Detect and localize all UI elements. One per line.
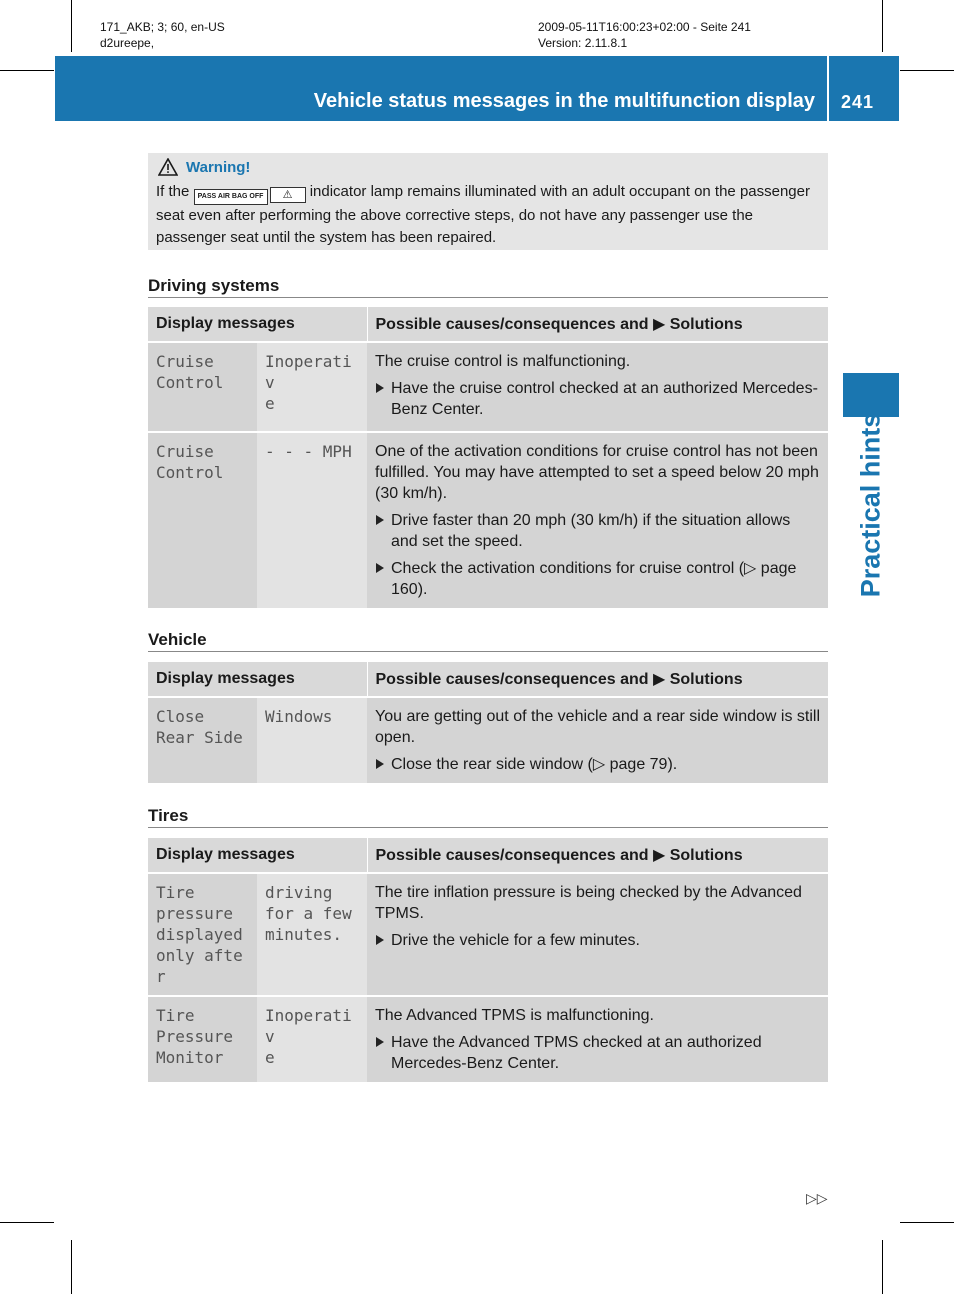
chapter-label: Practical hints xyxy=(855,412,886,598)
step-text: Have the Advanced TPMS checked at an authorized Mercedes-Benz Center. xyxy=(391,1034,762,1072)
solution-step xyxy=(375,378,820,420)
section-rule xyxy=(148,827,828,828)
solution-cell xyxy=(367,342,828,432)
crop-mark xyxy=(882,0,883,52)
print-meta-left xyxy=(100,19,225,51)
display-message-part2: - - - MPH xyxy=(257,432,367,608)
display-message-part2: driving for a few minutes. xyxy=(257,873,367,996)
table-row xyxy=(148,697,828,783)
message-table xyxy=(148,662,828,783)
display-message-part2: Inoperativ e xyxy=(257,996,367,1082)
step-text: Drive the vehicle for a few minutes. xyxy=(391,932,640,949)
table-row xyxy=(148,432,828,608)
header-display-messages: Display messages xyxy=(148,838,367,873)
crop-mark xyxy=(71,0,72,52)
table-row xyxy=(148,342,828,432)
chapter-tab xyxy=(843,373,899,417)
message-table xyxy=(148,307,828,608)
page-number: 241 xyxy=(841,92,875,112)
cause-text: You are getting out of the vehicle and a rear side window is still open. xyxy=(375,708,821,746)
solution-cell xyxy=(367,873,828,996)
crop-mark xyxy=(900,1222,954,1223)
table-header-row xyxy=(148,307,828,342)
crop-mark xyxy=(882,1240,883,1294)
warning-box xyxy=(148,153,828,250)
header-display-messages: Display messages xyxy=(148,662,367,697)
warning-text-after: indicator lamp remains illuminated with an adult occupant on the passenger seat even after performing the above corrective steps, do not have any passenger use the passenger seat until the system has been repaired. xyxy=(156,183,810,246)
warning-text-before: If the xyxy=(156,183,190,200)
table-row xyxy=(148,996,828,1082)
crop-mark xyxy=(0,70,54,71)
display-message-part1: Close Rear Side xyxy=(148,697,257,783)
section-title: Vehicle xyxy=(148,630,207,649)
display-message-part2: Inoperativ e xyxy=(257,342,367,432)
print-meta-right xyxy=(538,19,751,51)
header-display-messages: Display messages xyxy=(148,307,367,342)
crop-mark xyxy=(900,70,954,71)
display-message-part1: Tire Pressure Monitor xyxy=(148,996,257,1082)
solution-step xyxy=(375,558,820,600)
message-table xyxy=(148,838,828,1082)
cause-text: The cruise control is malfunctioning. xyxy=(375,353,631,370)
display-message-part1: Cruise Control xyxy=(148,432,257,608)
step-arrow-icon xyxy=(376,563,384,573)
solution-cell xyxy=(367,697,828,783)
page-title: Vehicle status messages in the multifunction display xyxy=(313,90,815,112)
meta-line: Version: 2.11.8.1 xyxy=(538,36,628,50)
header-causes-solutions: Possible causes/consequences and ▶ Solutions xyxy=(367,838,828,873)
cause-text: One of the activation conditions for cruise control has not been fulfilled. You may have attempted to set a speed below 20 mph (30 km/h). xyxy=(375,443,819,502)
step-arrow-icon xyxy=(376,759,384,769)
step-arrow-icon xyxy=(376,935,384,945)
solution-step xyxy=(375,754,820,775)
display-message-part1: Tire pressure displayed only after xyxy=(148,873,257,996)
crop-mark xyxy=(71,1240,72,1294)
step-arrow-icon xyxy=(376,1037,384,1047)
table-header-row xyxy=(148,838,828,873)
solution-step xyxy=(375,1032,820,1074)
warning-text xyxy=(156,181,824,249)
pass-air-bag-off-lamp: PASS AIR BAG OFF xyxy=(194,189,268,205)
cause-text: The tire inflation pressure is being checked by the Advanced TPMS. xyxy=(375,884,802,922)
section-title: Tires xyxy=(148,806,189,825)
seat-person-crossed-icon: ⚠ xyxy=(270,187,306,203)
display-message-part1: Cruise Control xyxy=(148,342,257,432)
table-header-row xyxy=(148,662,828,697)
header-causes-solutions: Possible causes/consequences and ▶ Solutions xyxy=(367,307,828,342)
warning-triangle-icon xyxy=(158,158,178,176)
step-text: Have the cruise control checked at an authorized Mercedes-Benz Center. xyxy=(391,380,818,418)
step-text: Drive faster than 20 mph (30 km/h) if the situation allows and set the speed. xyxy=(391,512,791,550)
step-text: Close the rear side window (▷ page 79). xyxy=(391,756,678,773)
step-text: Check the activation conditions for cruise control (▷ page 160). xyxy=(391,560,797,598)
table-row xyxy=(148,873,828,996)
crop-mark xyxy=(0,1222,54,1223)
solution-step xyxy=(375,510,820,552)
warning-title: Warning! xyxy=(186,158,251,176)
meta-line: 171_AKB; 3; 60, en-US xyxy=(100,20,225,34)
continue-marker: ▷▷ xyxy=(806,1190,828,1206)
section-rule xyxy=(148,297,828,298)
warning-header xyxy=(158,158,250,176)
section-rule xyxy=(148,651,828,652)
meta-line: 2009-05-11T16:00:23+02:00 - Seite 241 xyxy=(538,20,751,34)
solution-cell xyxy=(367,996,828,1082)
display-message-part2: Windows xyxy=(257,697,367,783)
solution-cell xyxy=(367,432,828,608)
step-arrow-icon xyxy=(376,383,384,393)
step-arrow-icon xyxy=(376,515,384,525)
header-causes-solutions: Possible causes/consequences and ▶ Solutions xyxy=(367,662,828,697)
header-divider xyxy=(827,56,829,121)
page-header xyxy=(55,56,899,121)
section-title: Driving systems xyxy=(148,276,280,295)
meta-line: d2ureepe, xyxy=(100,36,155,50)
cause-text: The Advanced TPMS is malfunctioning. xyxy=(375,1007,654,1024)
solution-step xyxy=(375,930,820,951)
